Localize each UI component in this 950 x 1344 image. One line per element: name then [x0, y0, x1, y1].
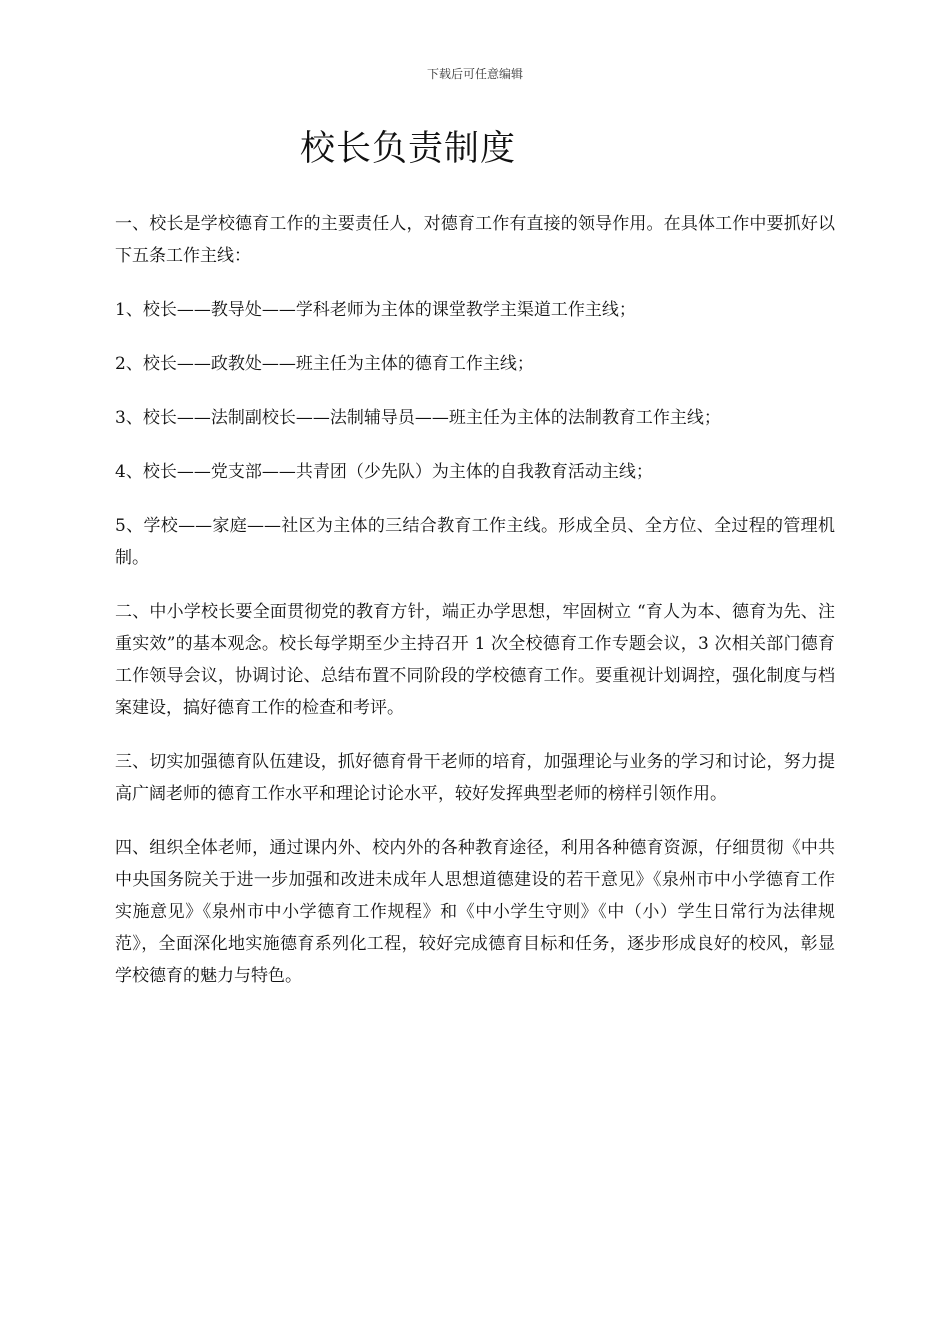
- paragraph-6: 5、学校——家庭——社区为主体的三结合教育工作主线。形成全员、全方位、全过程的管理机制。: [115, 516, 835, 568]
- page-title: 校长负责制度: [300, 129, 517, 169]
- paragraph-9: 四、组织全体老师，通过课内外、校内外的各种教育途径，利用各种德育资源，仔细贯彻《中共中央国务院关于进一步加强和改进未成年人思想道德建设的若干意见》《泉州市中小学德育工作实施意见》《泉州市中小学德育工作规程》和《中小学生守则》《中（小）学生日常行为法律规范》，全面深化地实施德育系列化工程，较好完成德育目标和任务，逐步形成良好的校风，彰显学校德育的魅力与特色。: [115, 838, 835, 986]
- paragraph-1: 一、校长是学校德育工作的主要责任人，对德育工作有直接的领导作用。在具体工作中要抓好以下五条工作主线：: [115, 214, 835, 266]
- paragraph-3: 2、校长——政教处——班主任为主体的德育工作主线；: [115, 354, 534, 374]
- header-note: 下载后可任意编辑: [426, 67, 523, 81]
- paragraph-8: 三、切实加强德育队伍建设，抓好德育骨干老师的培育，加强理论与业务的学习和讨论，努力提高广阔老师的德育工作水平和理论讨论水平，较好发挥典型老师的榜样引领作用。: [115, 752, 835, 804]
- paragraph-4: 3、校长——法制副校长——法制辅导员——班主任为主体的法制教育工作主线；: [115, 408, 721, 428]
- paragraph-5: 4、校长——党支部——共青团（少先队）为主体的自我教育活动主线；: [115, 462, 653, 482]
- paragraph-7: 二、中小学校长要全面贯彻党的教育方针，端正办学思想，牢固树立 “育人为本、德育为先、注重实效”的基本观念。校长每学期至少主持召开 1 次全校德育工作专题会议，3 次相关部门德育工作领导会议，协调讨论、总结布置不同阶段的学校德育工作。要重视计划调控，强化制度与档案建设，搞好德育工作的检查和考评。: [115, 602, 835, 718]
- paragraph-2: 1、校长——教导处——学科老师为主体的课堂教学主渠道工作主线；: [115, 300, 636, 320]
- document-body: [115, 208, 835, 1014]
